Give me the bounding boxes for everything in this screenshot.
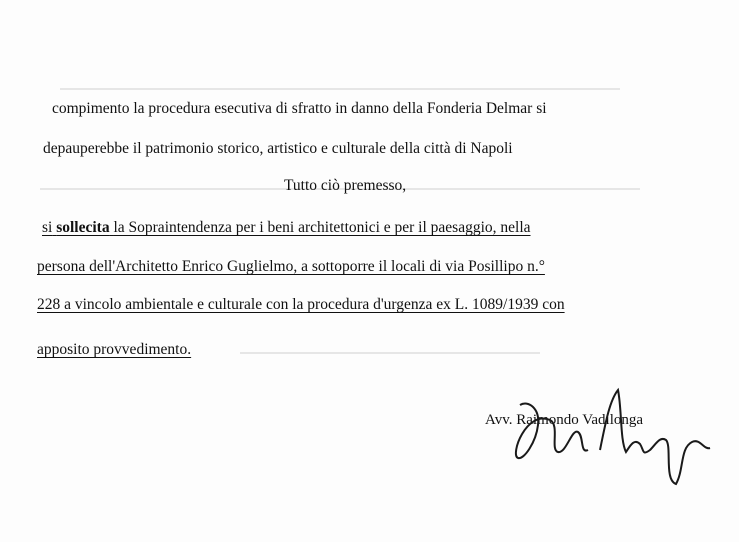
text-line-2: depauperebbe il patrimonio storico, artistico e culturale della città di Napoli — [43, 140, 513, 157]
word-si: si — [42, 219, 53, 236]
text-line-7: apposito provvedimento. — [37, 341, 192, 358]
handwritten-signature — [480, 380, 720, 490]
signature-name: Avv. Raimondo Vadilonga — [485, 412, 644, 428]
text-line-3: Tutto ciò premesso, — [284, 177, 407, 194]
text-line-6: 228 a vincolo ambientale e culturale con la procedura d'urgenza ex L. 1089/1939 con — [37, 296, 565, 313]
text-line-5: persona dell'Architetto Enrico Guglielmo, a sottoporre il locali di via Posillipo n.° — [37, 258, 545, 275]
word-sollecita: sollecita — [56, 219, 110, 236]
scan-artifact — [60, 88, 620, 90]
scan-artifact — [240, 352, 540, 354]
text-line-4 — [42, 219, 531, 237]
text-line-1: compimento la procedura esecutiva di sfratto in danno della Fonderia Delmar si — [52, 100, 547, 117]
text-line-4-rest: la Sopraintendenza per i beni architettonici e per il paesaggio, nella — [113, 219, 531, 236]
signature-block — [480, 380, 720, 490]
